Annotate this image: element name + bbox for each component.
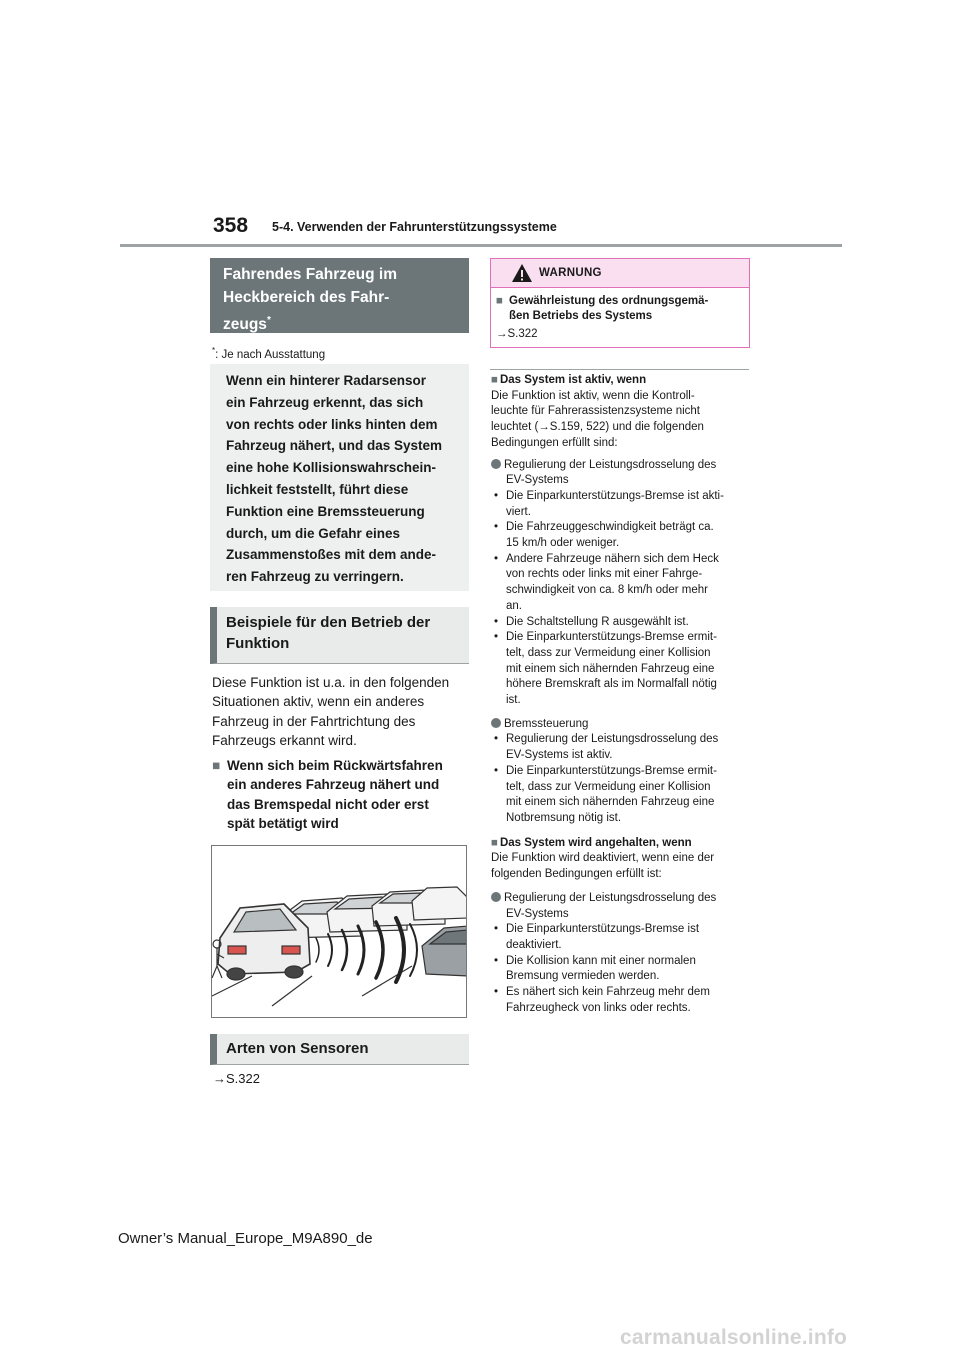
stop-heading-text: Das System wird angehalten, wenn xyxy=(499,836,692,849)
warning-reference-link[interactable]: →S.322 xyxy=(496,328,538,340)
square-bullet-icon: ■ xyxy=(212,758,221,773)
stop-intro-line: Die Funktion wird deaktiviert, wenn eine der xyxy=(491,852,715,865)
condition-group-title xyxy=(491,458,753,474)
circle-bullet-icon xyxy=(491,459,501,469)
square-bullet-icon: ■ xyxy=(496,295,503,307)
active-heading xyxy=(491,373,753,389)
parking-illustration-svg xyxy=(212,846,466,1017)
footnote xyxy=(212,346,325,361)
list-item-line: von rechts oder links mit einer Fahrge- xyxy=(506,568,703,581)
intro-line: Fahrzeug nähert, und das System xyxy=(226,438,443,454)
watermark: carmanualsonline.info xyxy=(620,1326,848,1349)
list-item-line: • Die Schaltstellung R ausgewählt ist. xyxy=(506,615,689,628)
condition-group-title xyxy=(491,891,753,907)
active-intro-line: leuchte für Fahrerassistenzsysteme nicht xyxy=(491,405,701,418)
list-item-line: an. xyxy=(506,599,522,612)
parking-illustration xyxy=(211,845,467,1018)
list-item-line: • Die Einparkunterstützungs-Bremse ist akti- xyxy=(506,489,724,502)
list-item-line: viert. xyxy=(506,505,531,518)
group-title-text: EV-Systems xyxy=(506,907,569,920)
list-item-line: telt, dass zur Vermeidung einer Kollision xyxy=(506,646,711,659)
section-title-line xyxy=(223,309,457,336)
list-item-line: • Die Kollision kann mit einer normalen xyxy=(506,954,696,967)
intro-line: ein Fahrzeug erkennt, das sich xyxy=(226,394,424,410)
intro-line: eine hohe Kollisionswahrschein- xyxy=(226,460,437,476)
list-item-line: • Die Einparkunterstützungs-Bremse ermit- xyxy=(506,764,717,777)
list-item xyxy=(491,985,753,1016)
right-column-divider xyxy=(490,369,749,370)
footnote-marker: * xyxy=(266,315,271,326)
warning-item-line: ßen Betriebs des Systems xyxy=(509,310,653,322)
section-title-text: zeugs xyxy=(223,316,267,334)
square-item-line: spät betätigt wird xyxy=(227,816,339,832)
section-heading-line: Funktion xyxy=(226,635,290,652)
section-heading-line: Beispiele für den Betrieb der xyxy=(226,614,431,631)
intro-line: Wenn ein hinterer Radarsensor xyxy=(226,373,427,388)
active-intro-line: leuchtet (→S.159, 522) und die folgenden xyxy=(491,421,704,434)
square-bullet-icon: ■ xyxy=(491,836,498,849)
list-item xyxy=(491,520,753,551)
warning-title: WARNUNG xyxy=(539,267,602,279)
list-item-line: telt, dass zur Vermeidung einer Kollision xyxy=(506,780,711,793)
square-item-line: ein anderes Fahrzeug nähert und xyxy=(227,777,440,793)
section-title-box xyxy=(210,258,469,333)
intro-summary-box xyxy=(210,364,469,591)
list-item-line: ist. xyxy=(506,694,521,707)
list-item xyxy=(491,732,753,763)
list-item-line: Notbremsung nötig ist. xyxy=(506,811,622,824)
square-item-line: das Bremspedal nicht oder erst xyxy=(227,796,429,812)
header-divider xyxy=(120,244,842,247)
footnote-text: : Je nach Ausstattung xyxy=(215,348,326,361)
warning-box xyxy=(490,258,750,348)
list-item xyxy=(491,922,753,953)
active-intro-line: Bedingungen erfüllt sind: xyxy=(491,436,618,449)
list-item xyxy=(491,954,753,985)
intro-line: Funktion eine Bremssteuerung xyxy=(226,503,425,519)
intro-line: lichkeit feststellt, führt diese xyxy=(226,481,409,497)
page-number: 358 xyxy=(213,214,249,237)
group-title-text: Regulierung der Leistungsdrosselung des xyxy=(504,891,717,904)
list-item-line: Bremsung vermieden werden. xyxy=(506,970,660,983)
group-title-text: Bremssteuerung xyxy=(504,717,589,730)
list-item-line: schwindigkeit von ca. 8 km/h oder mehr xyxy=(506,584,708,597)
list-item-line: Fahrzeugheck von links oder rechts. xyxy=(506,1001,691,1014)
page-reference-link[interactable]: →S.322 xyxy=(213,1071,260,1086)
list-item-line: mit einem sich nähernden Fahrzeug eine xyxy=(506,796,715,809)
body-line: Situationen aktiv, wenn ein anderes xyxy=(212,694,425,710)
active-section xyxy=(491,373,753,1016)
active-intro-line: Die Funktion ist aktiv, wenn die Kontroll- xyxy=(491,389,695,402)
body-paragraph xyxy=(212,673,470,751)
section-heading-sensors: Arten von Sensoren xyxy=(210,1034,469,1065)
footnote-marker: * xyxy=(212,346,216,355)
square-bullet-item xyxy=(212,756,470,832)
list-item-line: 15 km/h oder weniger. xyxy=(506,537,620,550)
list-item-line: • Die Fahrzeuggeschwindigkeit beträgt ca. xyxy=(506,521,714,534)
stop-intro-line: folgenden Bedingungen erfüllt ist: xyxy=(491,868,662,881)
body-line: Fahrzeug in der Fahrtrichtung des xyxy=(212,713,416,729)
circle-bullet-icon xyxy=(491,718,501,728)
intro-line: durch, um die Gefahr eines xyxy=(226,525,401,541)
body-line: Diese Funktion ist u.a. in den folgenden xyxy=(212,675,450,690)
condition-group-title xyxy=(491,717,753,733)
list-item xyxy=(491,615,753,631)
list-item-line: • Die Einparkunterstützungs-Bremse ermit- xyxy=(506,631,717,644)
square-bullet-icon: ■ xyxy=(491,374,498,386)
list-item-line: • Regulierung der Leistungsdrosselung des xyxy=(506,733,719,746)
chapter-title: 5-4. Verwenden der Fahrunterstützungssysteme xyxy=(272,220,557,234)
list-item xyxy=(491,552,753,615)
intro-line: von rechts oder links hinten dem xyxy=(226,416,438,432)
circle-bullet-icon xyxy=(491,892,501,902)
list-item-line: • Andere Fahrzeuge nähern sich dem Heck xyxy=(506,552,719,565)
list-item xyxy=(491,630,753,709)
section-title-line: Heckbereich des Fahr- xyxy=(223,289,390,306)
group-title-text: Regulierung der Leistungsdrosselung des xyxy=(504,458,717,471)
warning-header xyxy=(491,259,749,288)
list-item-line: höhere Bremskraft als im Normalfall nötig xyxy=(506,678,717,691)
warning-triangle-icon xyxy=(511,263,533,283)
warning-item-line: Gewährleistung des ordnungsgemä- xyxy=(509,295,709,307)
footer-doc-id: Owner’s Manual_Europe_M9A890_de xyxy=(118,1230,373,1247)
list-item-line: mit einem sich nähernden Fahrzeug eine xyxy=(506,662,715,675)
stop-heading xyxy=(491,836,753,852)
square-item-line: Wenn sich beim Rückwärtsfahren xyxy=(227,758,443,773)
intro-line: Zusammenstoßes mit dem ande- xyxy=(226,547,437,563)
group-title-text: EV-Systems xyxy=(506,474,569,487)
intro-line: ren Fahrzeug zu verringern. xyxy=(226,569,404,585)
list-item-line: • Die Einparkunterstützungs-Bremse ist xyxy=(506,923,700,936)
section-heading-examples xyxy=(210,607,469,664)
active-heading-text: Das System ist aktiv, wenn xyxy=(499,374,647,386)
list-item-line: • Es nähert sich kein Fahrzeug mehr dem xyxy=(506,986,710,999)
list-item xyxy=(491,764,753,827)
body-line: Fahrzeugs erkannt wird. xyxy=(212,733,357,749)
list-item-line: deaktiviert. xyxy=(506,938,562,951)
list-item-line: EV-Systems ist aktiv. xyxy=(506,749,613,762)
list-item xyxy=(491,489,753,520)
section-title-line: Fahrendes Fahrzeug im xyxy=(223,266,397,283)
warning-item xyxy=(496,294,746,322)
